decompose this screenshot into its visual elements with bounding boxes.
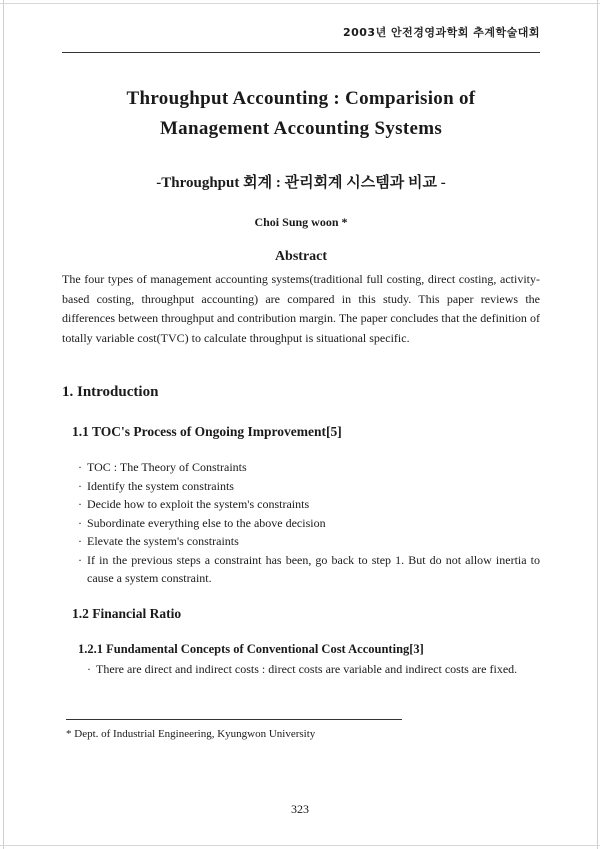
page-border-right xyxy=(597,0,598,849)
header-rule xyxy=(62,52,540,53)
footnote: * Dept. of Industrial Engineering, Kyungwon University xyxy=(66,728,316,740)
page-border-left xyxy=(3,0,4,849)
bullet-mark: · xyxy=(78,515,82,530)
bullet-mark: · xyxy=(78,552,82,567)
list-item-text: If in the previous steps a constraint has been, go back to step 1. But do not allow inertia to cause a system constraint. xyxy=(87,552,540,585)
abstract-body: The four types of management accounting systems(traditional full costing, direct costing, activity-based costing, throughput accounting) are compared in this study. This paper reviews the differences between throughput and contribution margin. The paper concludes that the definition of totally variable cost(TVC) to calculate throughput is situational specific. xyxy=(62,272,540,345)
author: Choi Sung woon * xyxy=(254,215,348,229)
list-item-text: There are direct and indirect costs : direct costs are variable and indirect costs are fixed. xyxy=(96,662,518,676)
list-item-text: TOC : The Theory of Constraints xyxy=(87,460,247,474)
list-item xyxy=(78,495,540,514)
list-item-text: Subordinate everything else to the above decision xyxy=(87,515,326,530)
bullet-mark: · xyxy=(78,534,82,548)
bullet-mark: · xyxy=(78,497,82,511)
running-header: 2003년 안전경영과학회 추계학술대회 xyxy=(342,26,540,39)
page-border-top xyxy=(0,3,600,4)
subsubsection-heading-cost-accounting: 1.2.1 Fundamental Concepts of Conventional Cost Accounting[3] xyxy=(78,642,424,656)
page-number: 323 xyxy=(291,802,309,816)
list-item xyxy=(78,477,540,496)
section-heading-introduction: 1. Introduction xyxy=(62,384,159,400)
paper-subtitle: -Throughput 회계 : 관리회계 시스템과 비교 - xyxy=(156,175,446,191)
toc-bullet-list xyxy=(78,458,540,588)
bullet-mark: · xyxy=(87,662,91,676)
list-item xyxy=(78,514,540,533)
footnote-rule xyxy=(66,719,402,720)
page-border-bottom xyxy=(0,845,600,846)
list-item-text: Identify the system constraints xyxy=(87,478,234,493)
list-item-text: Decide how to exploit the system's constraints xyxy=(87,497,310,511)
list-item xyxy=(87,660,540,679)
list-item xyxy=(78,532,540,551)
bullet-mark: · xyxy=(78,460,82,474)
paper-title-line-2: Management Accounting Systems xyxy=(159,118,443,139)
cost-accounting-bullet-list xyxy=(87,660,540,679)
subsection-heading-toc-process: 1.1 TOC's Process of Ongoing Improvement[5] xyxy=(72,424,342,439)
subsection-heading-financial-ratio: 1.2 Financial Ratio xyxy=(72,606,182,621)
list-item xyxy=(78,458,540,477)
list-item-text: Elevate the system's constraints xyxy=(87,534,239,548)
paper-title-line-1: Throughput Accounting : Comparision of xyxy=(126,88,476,109)
list-item xyxy=(78,551,540,588)
bullet-mark: · xyxy=(78,478,82,493)
abstract-heading: Abstract xyxy=(274,249,328,264)
